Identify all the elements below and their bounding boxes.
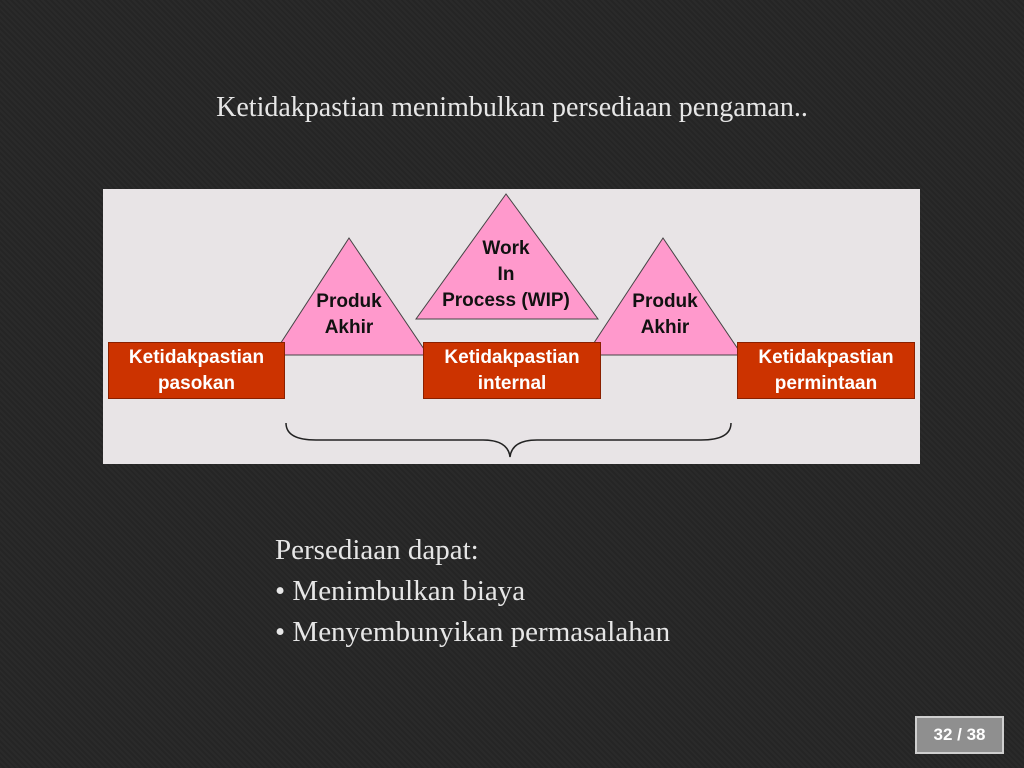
box-ketidakpastian-permintaan bbox=[737, 342, 915, 399]
bullet-item: • Menyembunyikan permasalahan bbox=[275, 616, 671, 648]
box-ketidakpastian-internal bbox=[423, 342, 601, 399]
page-indicator: 32 / 38 bbox=[915, 716, 1004, 754]
diagram-shapes bbox=[103, 189, 920, 464]
box-line: Ketidakpastian bbox=[444, 346, 580, 368]
triangle-label-produk-akhir-left bbox=[299, 289, 399, 341]
box-line: Ketidakpastian bbox=[758, 346, 894, 368]
triangle-label-wip bbox=[426, 236, 586, 314]
box-line: Ketidakpastian bbox=[128, 346, 265, 368]
body-text bbox=[275, 530, 670, 653]
inventory-uncertainty-diagram bbox=[103, 189, 920, 464]
tri-line: In bbox=[497, 264, 515, 285]
tri-line: Process (WIP) bbox=[442, 290, 570, 311]
box-line: permintaan bbox=[774, 372, 878, 394]
box-ketidakpastian-pasokan bbox=[108, 342, 285, 399]
tri-line: Work bbox=[482, 238, 530, 259]
tri-line: Produk bbox=[632, 291, 698, 312]
bullet-item: • Menimbulkan biaya bbox=[275, 575, 526, 607]
box-line: internal bbox=[477, 372, 547, 394]
tri-line: Akhir bbox=[640, 317, 690, 338]
tri-line: Akhir bbox=[324, 317, 374, 338]
tri-line: Produk bbox=[316, 291, 382, 312]
brace bbox=[286, 423, 731, 457]
slide-title: Ketidakpastian menimbulkan persediaan pengaman.. bbox=[216, 92, 808, 123]
body-intro: Persediaan dapat: bbox=[275, 534, 479, 566]
triangle-label-produk-akhir-right bbox=[615, 289, 715, 341]
box-line: pasokan bbox=[157, 372, 236, 394]
